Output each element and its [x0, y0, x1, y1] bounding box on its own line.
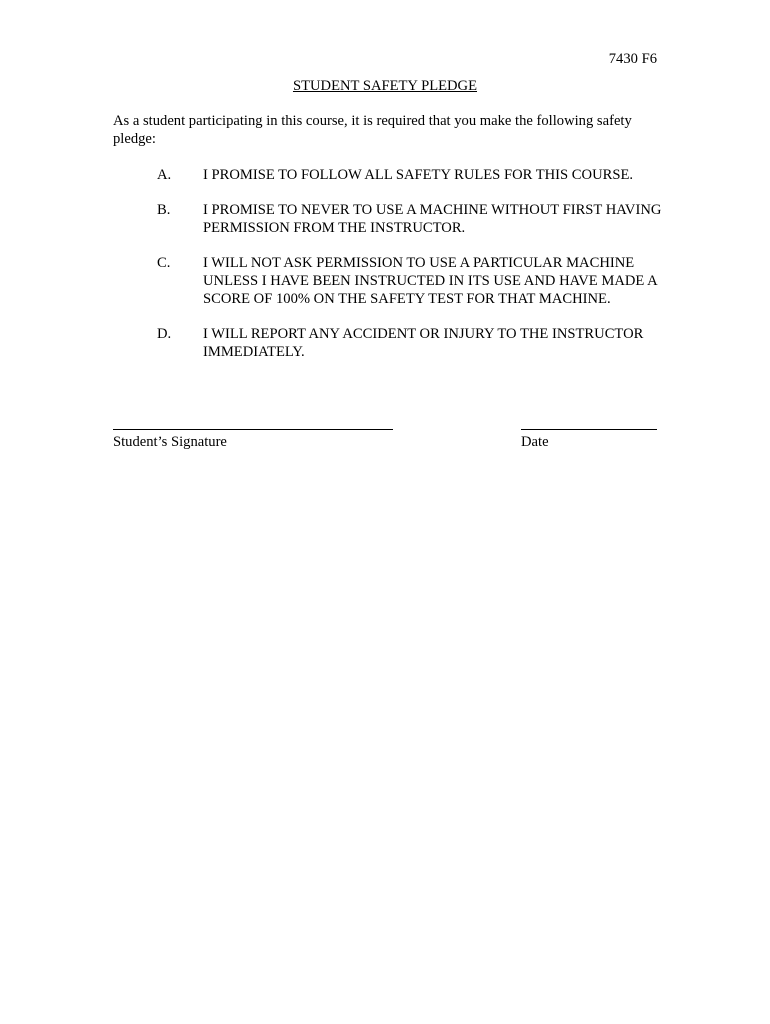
pledge-text: I PROMISE TO FOLLOW ALL SAFETY RULES FOR THIS COURSE.	[203, 167, 634, 183]
pledge-text: I PROMISE TO NEVER TO USE A MACHINE WITHOUT FIRST HAVING PERMISSION FROM THE INSTRUCTOR.	[203, 202, 662, 236]
pledge-item-d	[157, 325, 667, 361]
pledge-text: I WILL NOT ASK PERMISSION TO USE A PARTICULAR MACHINE UNLESS I HAVE BEEN INSTRUCTED IN ITS USE AND HAVE MADE A SCORE OF 100% ON THE SAFETY TEST FOR THAT MACHINE.	[203, 255, 657, 307]
pledge-letter: A.	[157, 167, 172, 183]
pledge-letter: C.	[157, 255, 171, 271]
pledge-item-c	[157, 254, 667, 308]
page-title: STUDENT SAFETY PLEDGE	[292, 78, 478, 94]
date-line[interactable]	[521, 429, 657, 430]
date-label: Date	[521, 434, 549, 450]
student-signature-label: Student’s Signature	[113, 434, 227, 450]
student-signature-line[interactable]	[113, 429, 393, 430]
date-block	[521, 429, 657, 451]
pledge-item-b	[157, 201, 667, 237]
pledge-letter: B.	[157, 202, 171, 218]
student-signature-block	[113, 429, 393, 451]
pledge-list	[157, 166, 667, 378]
form-code: 7430 F6	[608, 51, 657, 67]
intro-paragraph: As a student participating in this course, it is required that you make the following safety pledge:	[113, 113, 632, 147]
pledge-letter: D.	[157, 326, 172, 342]
pledge-item-a	[157, 166, 667, 184]
pledge-text: I WILL REPORT ANY ACCIDENT OR INJURY TO THE INSTRUCTOR IMMEDIATELY.	[203, 326, 644, 360]
